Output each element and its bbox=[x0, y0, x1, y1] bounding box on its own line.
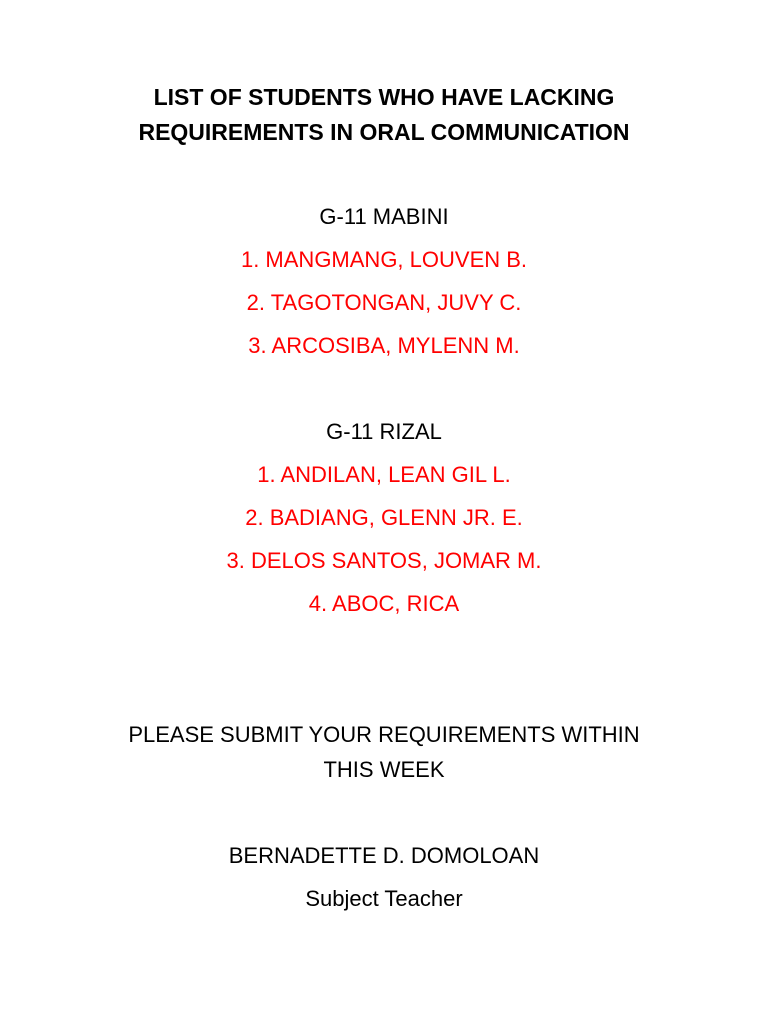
notice-line-1: PLEASE SUBMIT YOUR REQUIREMENTS WITHIN bbox=[128, 722, 640, 747]
signature-name: BERNADETTE D. DOMOLOAN bbox=[228, 843, 540, 868]
student-list-item: 1. MANGMANG, LOUVEN B. bbox=[240, 247, 528, 272]
student-list-item: 2. TAGOTONGAN, JUVY C. bbox=[246, 290, 522, 315]
title-line-2: REQUIREMENTS IN ORAL COMMUNICATION bbox=[138, 119, 630, 145]
section-heading-mabini: G-11 MABINI bbox=[319, 204, 449, 229]
student-list-item: 3. DELOS SANTOS, JOMAR M. bbox=[226, 548, 542, 573]
page-title bbox=[0, 80, 768, 150]
signature-role: Subject Teacher bbox=[305, 886, 463, 911]
section-heading-rizal: G-11 RIZAL bbox=[326, 419, 442, 444]
student-list-item: 3. ARCOSIBA, MYLENN M. bbox=[248, 333, 520, 358]
student-list-item: 4. ABOC, RICA bbox=[308, 591, 460, 616]
notice-line-2: THIS WEEK bbox=[323, 757, 445, 782]
student-list-item: 2. BADIANG, GLENN JR. E. bbox=[245, 505, 523, 530]
student-list-item: 1. ANDILAN, LEAN GIL L. bbox=[257, 462, 511, 487]
title-line-1: LIST OF STUDENTS WHO HAVE LACKING bbox=[153, 84, 615, 110]
